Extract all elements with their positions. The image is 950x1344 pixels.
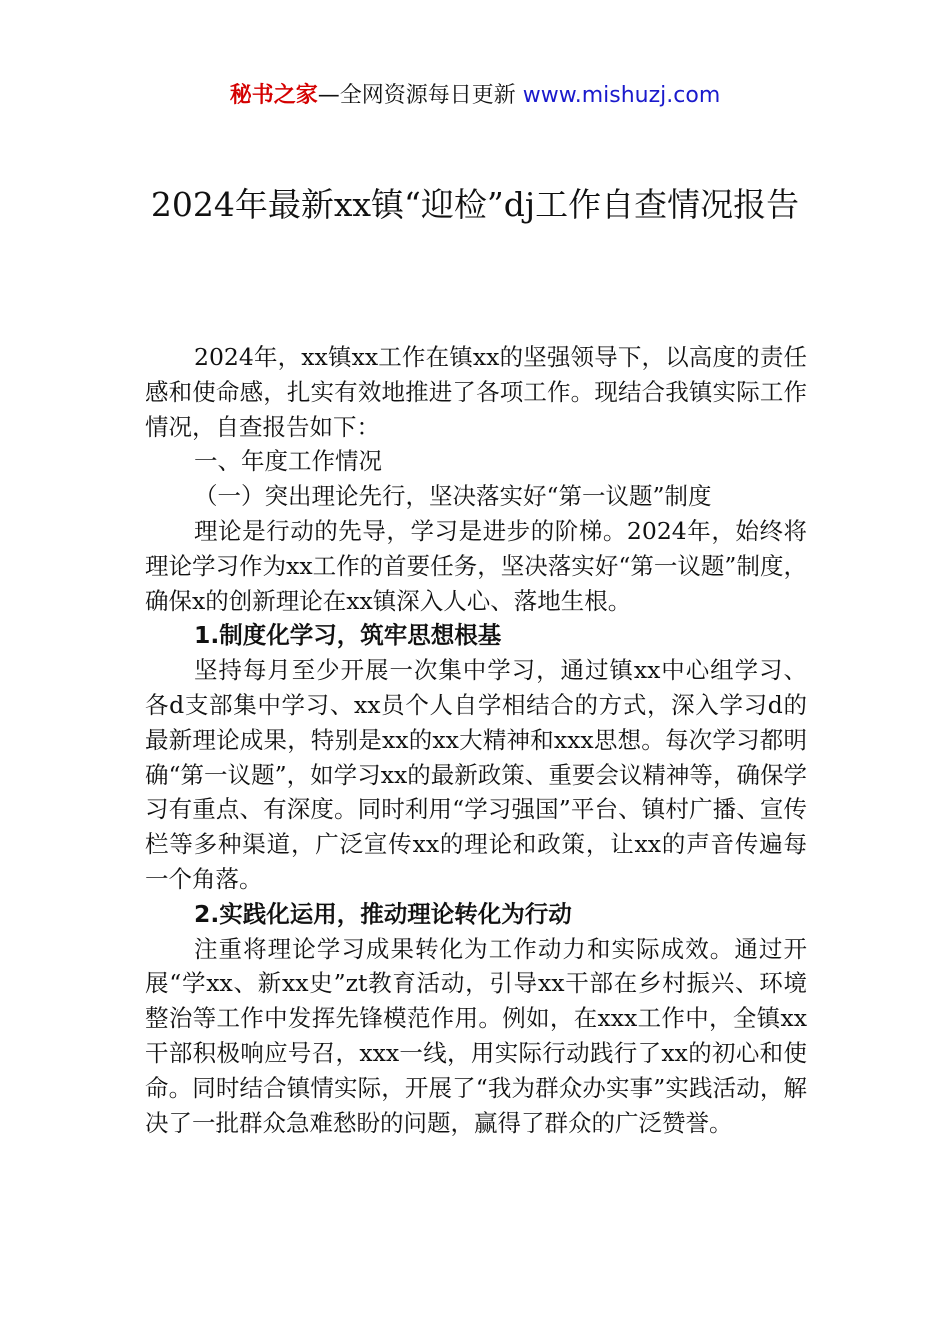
header-slogan: —全网资源每日更新	[317, 83, 523, 108]
intro-paragraph: 2024年，xx镇xx工作在镇xx的坚强领导下，以高度的责任感和使命感，扎实有效地推进了各项工作。现结合我镇实际工作情况，自查报告如下：	[145, 343, 807, 441]
body-paragraph: 坚持每月至少开展一次集中学习，通过镇xx中心组学习、各d支部集中学习、xx员个人自学相结合的方式，深入学习d的最新理论成果，特别是xx的xx大精神和xxx思想。每次学习都明确“第一议题”，如学习xx的最新政策、重要会议精神等，确保学习有重点、有深度。同时利用“学习强国”平台、镇村广播、宣传栏等多种渠道，广泛宣传xx的理论和政策，让xx的声音传遍每一个角落。	[145, 656, 807, 893]
point-heading-1: 1.制度化学习，筑牢思想根基	[194, 621, 502, 650]
site-url-link[interactable]: www.mishuzj.com	[522, 83, 721, 108]
body-paragraph: 理论是行动的先导，学习是进步的阶梯。2024年，始终将理论学习作为xx工作的首要任务，坚决落实好“第一议题”制度，确保x的创新理论在xx镇深入人心、落地生根。	[145, 516, 807, 615]
document-title: 2024年最新xx镇“迎检”dj工作自查情况报告	[150, 185, 800, 224]
section-heading: 一、年度工作情况	[194, 447, 382, 476]
body-paragraph: 注重将理论学习成果转化为工作动力和实际成效。通过开展“学xx、新xx史”zt教育活动，引导xx干部在乡村振兴、环境整治等工作中发挥先锋模范作用。例如，在xxx工作中，全镇xx干部积极响应号召，xxx一线，用实际行动践行了xx的初心和使命。同时结合镇情实际，开展了“我为群众办实事”实践活动，解决了一批群众急难愁盼的问题，赢得了群众的广泛赞誉。	[145, 934, 807, 1137]
brand-name: 秘书之家	[229, 83, 318, 108]
point-heading-2: 2.实践化运用，推动理论转化为行动	[194, 899, 572, 928]
subsection-heading: （一）突出理论先行，坚决落实好“第一议题”制度	[194, 482, 712, 511]
site-header	[0, 80, 950, 112]
document-body	[145, 340, 807, 1140]
